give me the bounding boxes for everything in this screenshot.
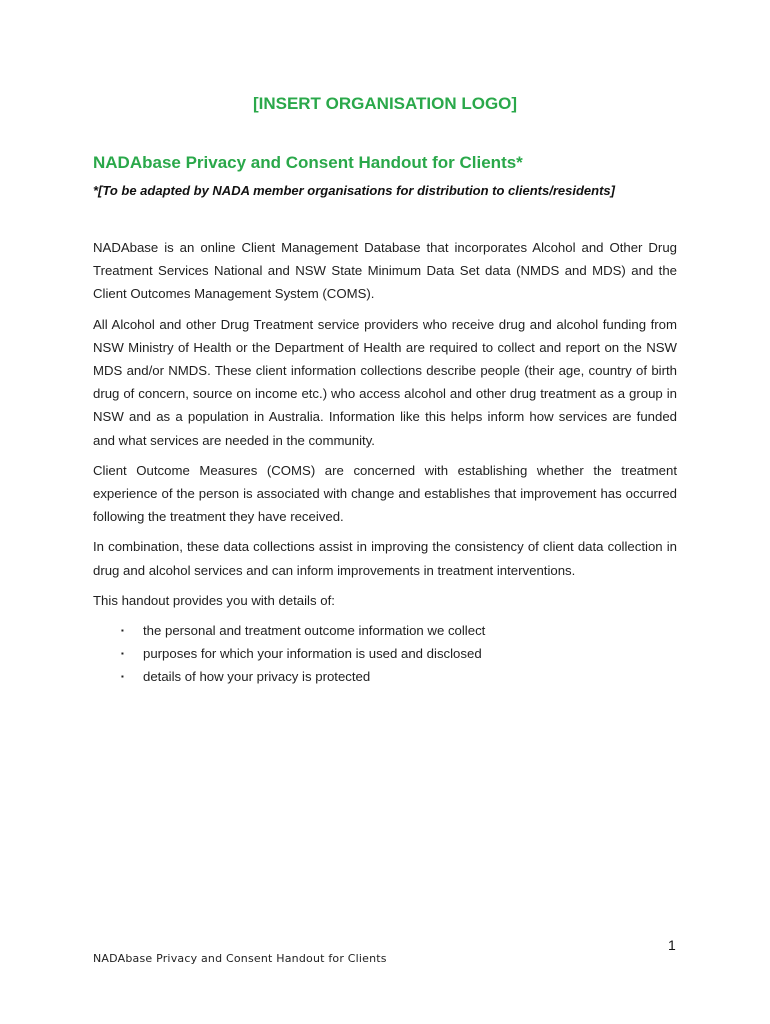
document-body <box>93 236 677 689</box>
list-item-text: the personal and treatment outcome information we collect <box>143 623 486 639</box>
logo-placeholder: [INSERT ORGANISATION LOGO] <box>252 94 518 113</box>
bullet-icon: ▪ <box>121 672 124 682</box>
bullet-icon: ▪ <box>121 649 124 659</box>
list-item <box>93 665 677 688</box>
page-footer: NADAbase Privacy and Consent Handout for Clients <box>93 952 387 965</box>
paragraph-combination: In combination, these data collections assist in improving the consistency of client data collection in drug and alcohol services and can inform improvements in treatment interventions. <box>93 539 677 578</box>
list-item <box>93 619 677 642</box>
list-item <box>93 642 677 665</box>
paragraph-providers: All Alcohol and other Drug Treatment service providers who receive drug and alcohol funding from NSW Ministry of Health or the Department of Health are required to collect and report on the NSW MDS and/or NMDS. These client information collections describe people (their age, country of birth drug of concern, source on income etc.) who access alcohol and other drug treatment as a group in NSW and as a population in Australia. Information like this helps inform how services are funded and what services are needed in the community. <box>93 316 677 448</box>
document-subtitle: *[To be adapted by NADA member organisations for distribution to clients/residents] <box>93 183 615 198</box>
page-number: 1 <box>668 937 676 953</box>
bullet-icon: ▪ <box>121 626 124 636</box>
paragraph-handout-details: This handout provides you with details of: <box>93 592 335 608</box>
paragraph-intro: NADAbase is an online Client Management Database that incorporates Alcohol and Other Drug Treatment Services National and NSW State Minimum Data Set data (NMDS and MDS) and the Client Outcomes Management System (COMS). <box>93 240 677 302</box>
document-title: NADAbase Privacy and Consent Handout for Clients* <box>93 153 523 172</box>
list-item-text: details of how your privacy is protected <box>143 669 371 685</box>
details-list <box>93 619 677 689</box>
paragraph-coms: Client Outcome Measures (COMS) are concerned with establishing whether the treatment experience of the person is associated with change and establishes that improvement has occurred following the treatment they have received. <box>93 462 677 525</box>
list-item-text: purposes for which your information is used and disclosed <box>143 646 482 662</box>
